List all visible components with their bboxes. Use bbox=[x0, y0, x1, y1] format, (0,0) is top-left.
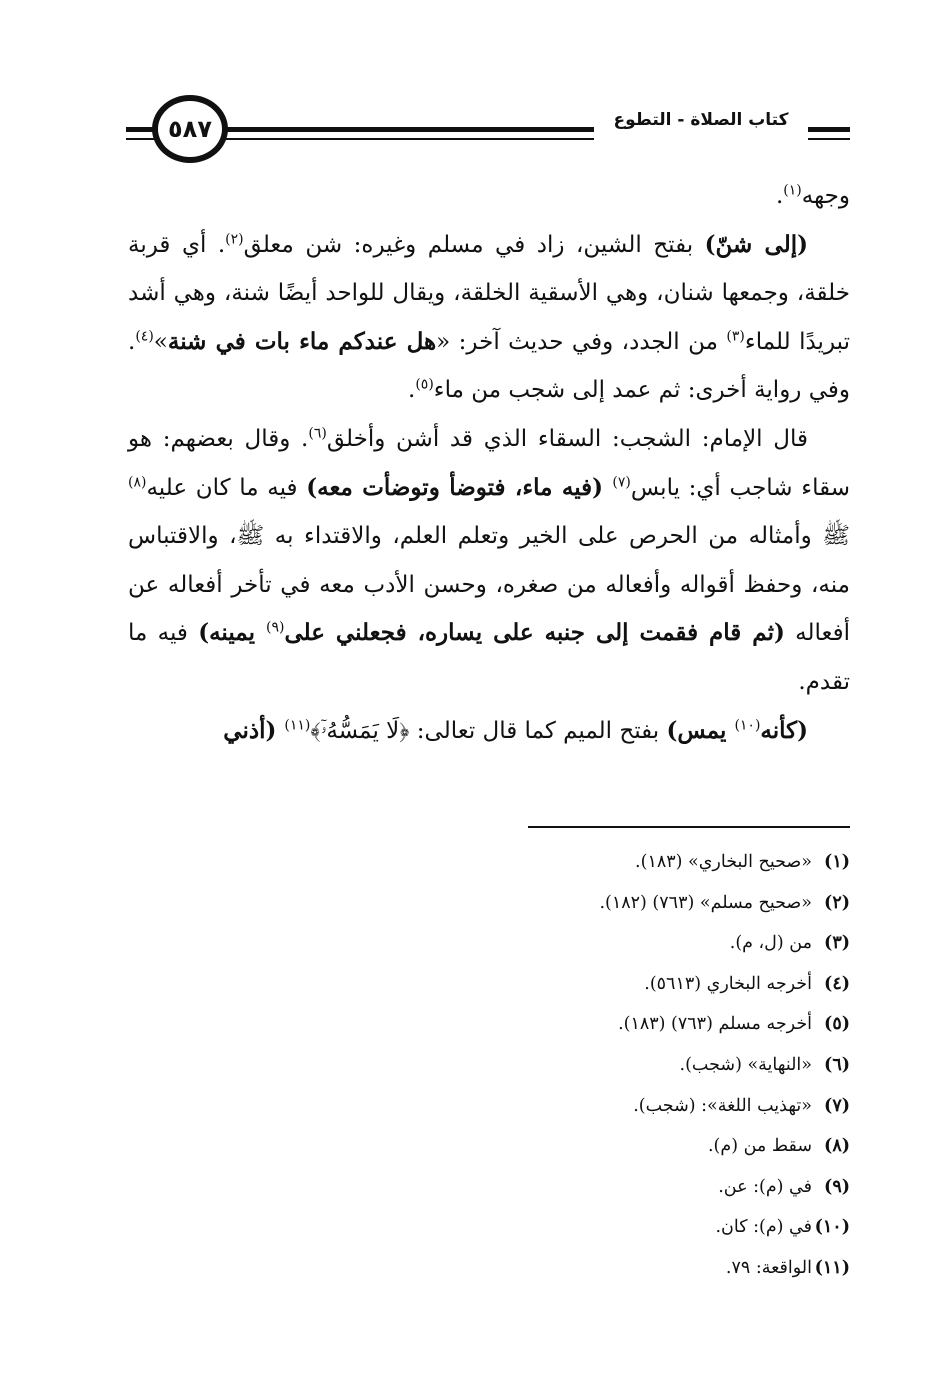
bold-run: (ثم قام فقمت إلى جنبه على يساره، فجعلني على bbox=[284, 619, 785, 647]
footnote-ref: (١) bbox=[783, 182, 802, 199]
running-title: كتاب الصلاة - التطوع bbox=[613, 110, 789, 130]
footnote-text: «صحيح البخاري» (١٨٣). bbox=[635, 852, 812, 872]
paragraph-2 bbox=[128, 415, 850, 707]
footnote-ref: (٣) bbox=[726, 328, 745, 345]
page-number: ٥٨٧ bbox=[168, 115, 212, 143]
footnote-item bbox=[420, 1207, 850, 1248]
footnote-text: سقط من (م). bbox=[707, 1136, 812, 1157]
footnote-text: أخرجه البخاري (٥٦١٣). bbox=[644, 973, 812, 994]
footnote-ref: (٢) bbox=[225, 230, 244, 247]
bold-run: (إلى شنّ) bbox=[704, 230, 808, 258]
footnote-text: أخرجه مسلم (٧٦٣) (١٨٣). bbox=[618, 1014, 812, 1035]
footnote-text: في (م): كان. bbox=[715, 1217, 812, 1238]
footnote-number: (٨) bbox=[824, 1136, 850, 1157]
paragraph-1 bbox=[128, 221, 850, 415]
footnote-item bbox=[420, 1126, 850, 1167]
text-run: . أي قربة خلقة، وجمعها شنان، وهي الأسقية الخلقة، ويقال للواحد أيضًا شنة، وهي أشد تبريدًا للماء bbox=[128, 231, 850, 355]
footnote-number: (٦) bbox=[824, 1054, 850, 1075]
footnote-item bbox=[420, 842, 850, 883]
bold-run: هل عندكم ماء بات في شنة bbox=[167, 327, 437, 355]
text-run: » bbox=[153, 328, 168, 355]
text-run: قال الإمام: الشجب: السقاء الذي قد أشن وأخلق bbox=[326, 425, 808, 452]
text-run: فيه ما تقدم. bbox=[128, 620, 850, 695]
text-run: وجهه bbox=[801, 183, 850, 209]
bold-run: يمس) bbox=[666, 716, 735, 744]
footnote-ref: (١١) bbox=[284, 716, 311, 733]
footnote-ref: (٨) bbox=[128, 473, 147, 490]
bold-run: (كأنه bbox=[760, 716, 808, 744]
bold-run: (فيه ماء، فتوضأ وتوضأت معه) bbox=[306, 473, 613, 501]
page-number-circle bbox=[152, 95, 228, 163]
footnote-text: «صحيح مسلم» (٧٦٣) (١٨٢). bbox=[599, 892, 812, 913]
footnote-number: (١١) bbox=[814, 1257, 850, 1278]
footnote-item bbox=[420, 923, 850, 964]
text-run: بفتح الشين، زاد في مسلم وغيره: شن معلق bbox=[243, 231, 705, 258]
text-run: . وقال بعضهم: هو سقاء شاجب أي: يابس bbox=[128, 425, 850, 501]
footnote-number: (٥) bbox=[824, 1014, 850, 1035]
text-run: ﷺ وأمثاله من الحرص على الخير وتعلم العلم، والاقتداء به ﷺ، والاقتباس منه، وحفظ أقواله وأفعاله من صغره، وحسن الأدب معه في تأخر أفعاله عن أفعاله bbox=[128, 523, 850, 647]
footnote-item bbox=[420, 1045, 850, 1086]
footnote-ref: (١٠) bbox=[734, 716, 761, 733]
bold-run: (أذني bbox=[223, 716, 285, 744]
paragraph-0 bbox=[128, 172, 850, 221]
footnote-item bbox=[420, 883, 850, 924]
footnote-item bbox=[420, 1086, 850, 1127]
footnote-ref: (٤) bbox=[135, 328, 154, 345]
text-run: . وفي رواية أخرى: ثم عمد إلى شجب من ماء bbox=[128, 328, 850, 404]
footnote-text: الواقعة: ٧٩. bbox=[725, 1257, 812, 1278]
footnote-ref: (٥) bbox=[415, 376, 434, 393]
footnote-text: من (ل، م). bbox=[729, 933, 812, 954]
footnote-ref: (٧) bbox=[612, 473, 631, 490]
header-rule-center bbox=[226, 127, 594, 140]
footnote-item bbox=[420, 1004, 850, 1045]
footnote-item bbox=[420, 964, 850, 1005]
footnote-number: (٩) bbox=[824, 1176, 850, 1197]
footnote-ref: (٩) bbox=[265, 619, 285, 636]
footnote-text: في (م): عن. bbox=[718, 1176, 812, 1197]
footnotes bbox=[420, 842, 850, 1289]
footnote-item bbox=[420, 1248, 850, 1289]
main-text bbox=[128, 172, 850, 755]
footnote-item bbox=[420, 1167, 850, 1208]
footnote-text: «النهاية» (شجب). bbox=[679, 1054, 812, 1075]
page-header bbox=[118, 92, 852, 184]
bold-run: يمينه) bbox=[198, 619, 266, 647]
footnote-number: (٧) bbox=[824, 1095, 850, 1116]
footnote-number: (٤) bbox=[824, 973, 850, 994]
footnote-ref: (٦) bbox=[308, 425, 327, 442]
footnote-number: (١٠) bbox=[814, 1217, 850, 1238]
footnote-text: «تهذيب اللغة»: (شجب). bbox=[633, 1095, 812, 1116]
header-rule-right bbox=[808, 127, 850, 140]
text-run: . bbox=[408, 377, 416, 404]
footnote-number: (١) bbox=[824, 852, 850, 872]
footnote-separator bbox=[528, 826, 850, 828]
text-run: من الجدد، وفي حديث آخر: « bbox=[436, 328, 727, 355]
footnote-number: (٣) bbox=[824, 933, 850, 954]
text-run: بفتح الميم كما قال تعالى: ﴿لَا يَمَسُّهُۥٓ﴾ bbox=[310, 717, 667, 744]
paragraph-3 bbox=[128, 707, 850, 756]
footnote-number: (٢) bbox=[824, 892, 850, 913]
text-run: . bbox=[775, 183, 784, 209]
text-run: فيه ما كان عليه bbox=[146, 474, 307, 501]
